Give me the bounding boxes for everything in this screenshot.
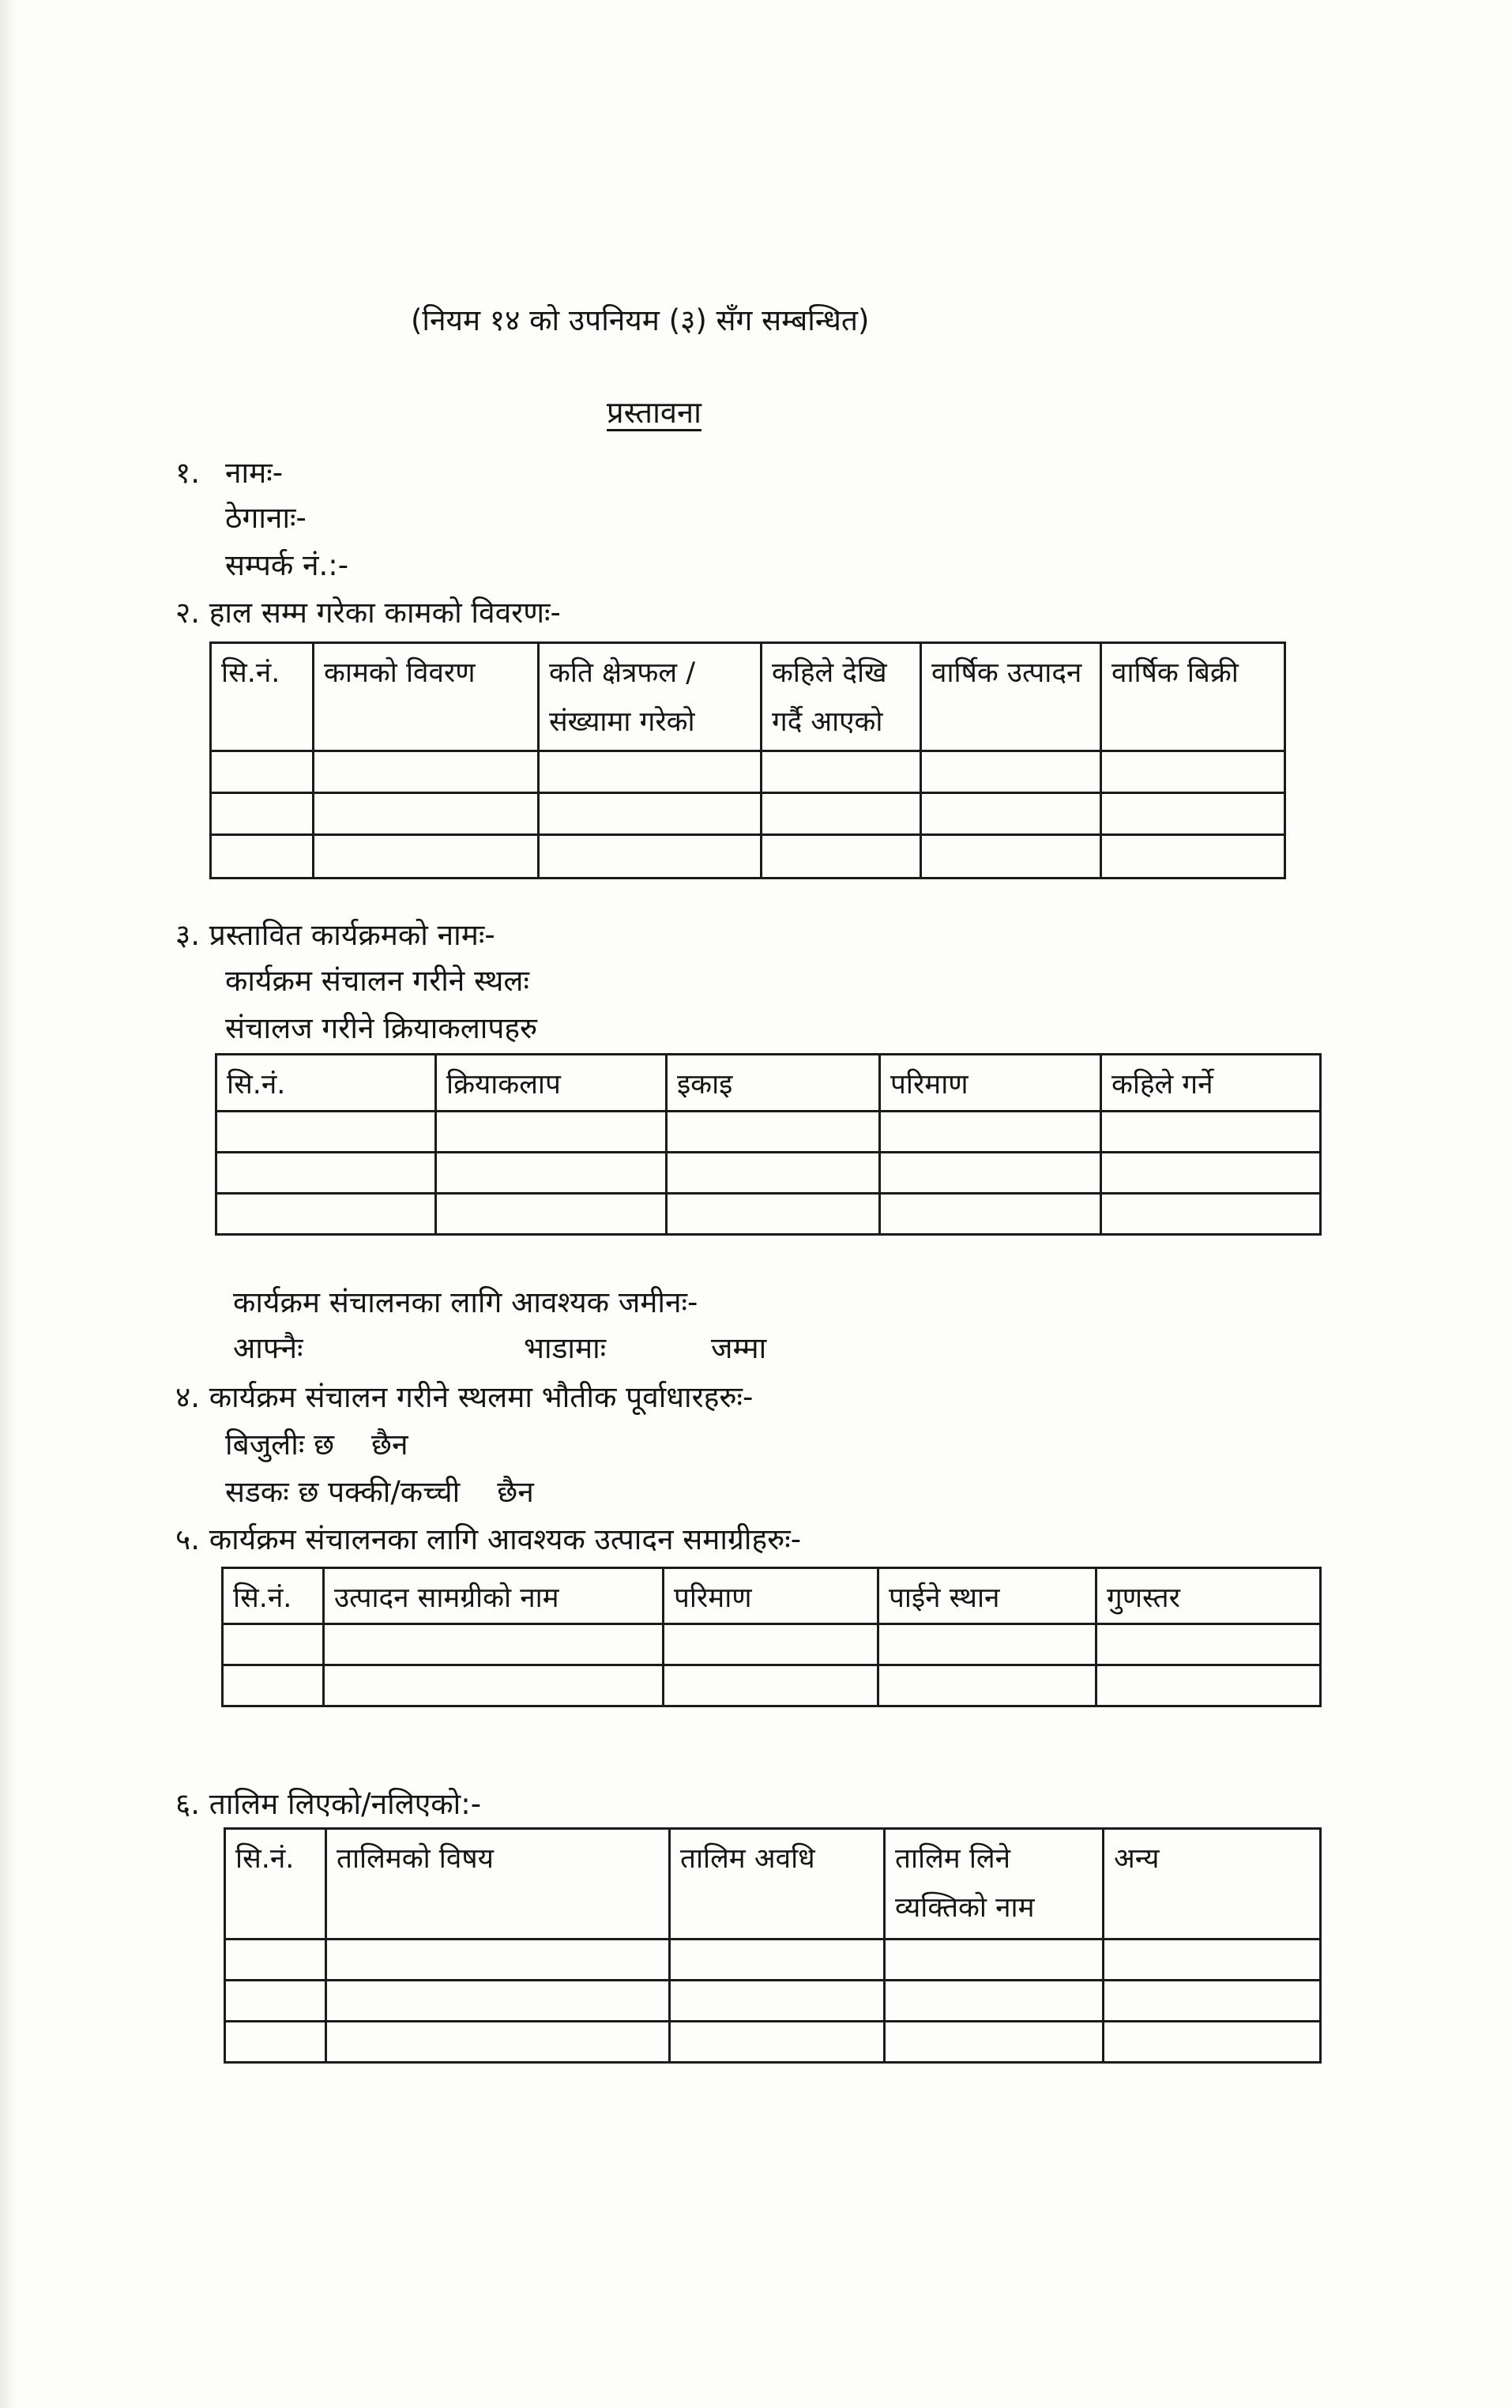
- table-cell[interactable]: [216, 1153, 436, 1194]
- name-label: नामः-: [225, 456, 284, 490]
- table-cell[interactable]: [670, 1981, 885, 2022]
- table-cell[interactable]: [314, 835, 539, 879]
- table-row: [211, 793, 1285, 835]
- column-header: सि.नं.: [225, 1829, 326, 1940]
- table-row: [225, 1981, 1321, 2022]
- table-cell[interactable]: [1101, 1153, 1321, 1194]
- production-materials-table: [221, 1567, 1322, 1707]
- table-cell[interactable]: [921, 835, 1101, 879]
- table-cell[interactable]: [225, 1981, 326, 2022]
- section5-heading: ५. कार्यक्रम संचालनका लागि आवश्यक उत्पादन समाग्रीहरुः-: [175, 1522, 802, 1556]
- table-cell[interactable]: [885, 1940, 1104, 1981]
- table-cell[interactable]: [670, 2022, 885, 2063]
- table-cell[interactable]: [878, 1665, 1096, 1706]
- column-header: पाईने स्थान: [878, 1568, 1096, 1624]
- activities-table: [215, 1053, 1322, 1236]
- table-cell[interactable]: [1096, 1665, 1321, 1706]
- table-cell[interactable]: [1101, 1112, 1321, 1153]
- table-cell[interactable]: [211, 751, 314, 793]
- table-cell[interactable]: [436, 1194, 667, 1235]
- table-cell[interactable]: [1101, 751, 1285, 793]
- table-cell[interactable]: [211, 835, 314, 879]
- contact-label: सम्पर्क नं.:-: [225, 548, 349, 582]
- table-cell[interactable]: [324, 1665, 664, 1706]
- electricity-line: बिजुलीः छ छैन: [225, 1428, 408, 1462]
- own-land-label: आफ्नैः: [233, 1331, 303, 1365]
- table-row: [216, 1112, 1321, 1153]
- column-header: सि.नं.: [216, 1055, 436, 1112]
- section6-heading: ६. तालिम लिएको/नलिएको:-: [175, 1787, 482, 1821]
- table-cell[interactable]: [1096, 1624, 1321, 1665]
- table-cell[interactable]: [326, 1981, 670, 2022]
- table-row: [223, 1665, 1321, 1706]
- table-cell[interactable]: [762, 835, 921, 879]
- table-cell[interactable]: [880, 1153, 1101, 1194]
- column-header: कति क्षेत्रफल / संख्यामा गरेको: [539, 643, 762, 751]
- table-cell[interactable]: [885, 1981, 1104, 2022]
- table-row: [216, 1194, 1321, 1235]
- address-label: ठेगानाः-: [225, 501, 307, 535]
- table-cell[interactable]: [921, 751, 1101, 793]
- table-cell[interactable]: [211, 793, 314, 835]
- table-cell[interactable]: [324, 1624, 664, 1665]
- rented-land-label: भाडामाः: [524, 1331, 607, 1365]
- table-cell[interactable]: [880, 1112, 1101, 1153]
- table-row: [216, 1153, 1321, 1194]
- section3-heading: ३. प्रस्तावित कार्यक्रमको नामः-: [175, 918, 495, 952]
- table-cell[interactable]: [1101, 793, 1285, 835]
- table-cell[interactable]: [436, 1112, 667, 1153]
- table-row: [211, 751, 1285, 793]
- column-header: तालिमको विषय: [326, 1829, 670, 1940]
- table-cell[interactable]: [667, 1112, 880, 1153]
- road-line: सडकः छ पक्की/कच्ची छैन: [225, 1475, 534, 1509]
- table-row: [225, 1940, 1321, 1981]
- table-cell[interactable]: [1104, 1981, 1321, 2022]
- table-cell[interactable]: [216, 1112, 436, 1153]
- table-cell[interactable]: [326, 1940, 670, 1981]
- table-cell[interactable]: [539, 793, 762, 835]
- column-header: अन्य: [1104, 1829, 1321, 1940]
- table-cell[interactable]: [664, 1624, 878, 1665]
- program-site-label: कार्यक्रम संचालन गरीने स्थलः: [225, 964, 529, 998]
- table-cell[interactable]: [1101, 835, 1285, 879]
- work-history-table: [209, 642, 1286, 879]
- form-title: प्रस्तावना: [607, 395, 701, 430]
- table-cell[interactable]: [436, 1153, 667, 1194]
- table-cell[interactable]: [223, 1665, 324, 1706]
- table-header-row: [216, 1055, 1321, 1112]
- column-header: परिमाण: [664, 1568, 878, 1624]
- column-header: कहिले देखि गर्दै आएको: [762, 643, 921, 751]
- column-header: सि.नं.: [223, 1568, 324, 1624]
- table-cell[interactable]: [1104, 1940, 1321, 1981]
- column-header: कहिले गर्ने: [1101, 1055, 1321, 1112]
- table-cell[interactable]: [314, 751, 539, 793]
- table-cell[interactable]: [880, 1194, 1101, 1235]
- table-header-row: [223, 1568, 1321, 1624]
- section4-heading: ४. कार्यक्रम संचालन गरीने स्थलमा भौतीक पूर्वाधारहरुः-: [175, 1380, 754, 1414]
- table-cell[interactable]: [762, 793, 921, 835]
- activities-label: संचालज गरीने क्रियाकलापहरु: [225, 1011, 538, 1045]
- column-header: वार्षिक बिक्री: [1101, 643, 1285, 751]
- section1-number: १.: [175, 456, 201, 490]
- table-cell[interactable]: [539, 835, 762, 879]
- training-table: [224, 1827, 1322, 2064]
- table-cell[interactable]: [216, 1194, 436, 1235]
- table-cell[interactable]: [664, 1665, 878, 1706]
- column-header: तालिम अवधि: [670, 1829, 885, 1940]
- table-cell[interactable]: [1101, 1194, 1321, 1235]
- table-row: [225, 2022, 1321, 2063]
- column-header: सि.नं.: [211, 643, 314, 751]
- table-cell[interactable]: [667, 1194, 880, 1235]
- table-cell[interactable]: [885, 2022, 1104, 2063]
- table-cell[interactable]: [326, 2022, 670, 2063]
- column-header: उत्पादन सामग्रीको नाम: [324, 1568, 664, 1624]
- table-cell[interactable]: [314, 793, 539, 835]
- table-header-row: [211, 643, 1285, 751]
- table-cell[interactable]: [223, 1624, 324, 1665]
- column-header: इकाइ: [667, 1055, 880, 1112]
- table-cell[interactable]: [225, 2022, 326, 2063]
- table-cell[interactable]: [1104, 2022, 1321, 2063]
- table-cell[interactable]: [667, 1153, 880, 1194]
- table-cell[interactable]: [225, 1940, 326, 1981]
- table-row: [211, 835, 1285, 879]
- column-header: तालिम लिने व्यक्तिको नाम: [885, 1829, 1104, 1940]
- total-land-label: जम्मा: [711, 1331, 767, 1365]
- table-cell[interactable]: [921, 793, 1101, 835]
- section2-heading: २. हाल सम्म गरेका कामको विवरणः-: [175, 596, 561, 630]
- table-cell[interactable]: [878, 1624, 1096, 1665]
- rule-reference-header: (नियम १४ को उपनियम (३) सँग सम्बन्धित): [411, 303, 870, 337]
- column-header: वार्षिक उत्पादन: [921, 643, 1101, 751]
- scan-edge: [0, 0, 17, 2408]
- required-land-label: कार्यक्रम संचालनका लागि आवश्यक जमीनः-: [233, 1285, 698, 1319]
- column-header: क्रियाकलाप: [436, 1055, 667, 1112]
- table-cell[interactable]: [539, 751, 762, 793]
- table-cell[interactable]: [762, 751, 921, 793]
- column-header: परिमाण: [880, 1055, 1101, 1112]
- table-row: [223, 1624, 1321, 1665]
- column-header: गुणस्तर: [1096, 1568, 1321, 1624]
- table-header-row: [225, 1829, 1321, 1940]
- column-header: कामको विवरण: [314, 643, 539, 751]
- table-cell[interactable]: [670, 1940, 885, 1981]
